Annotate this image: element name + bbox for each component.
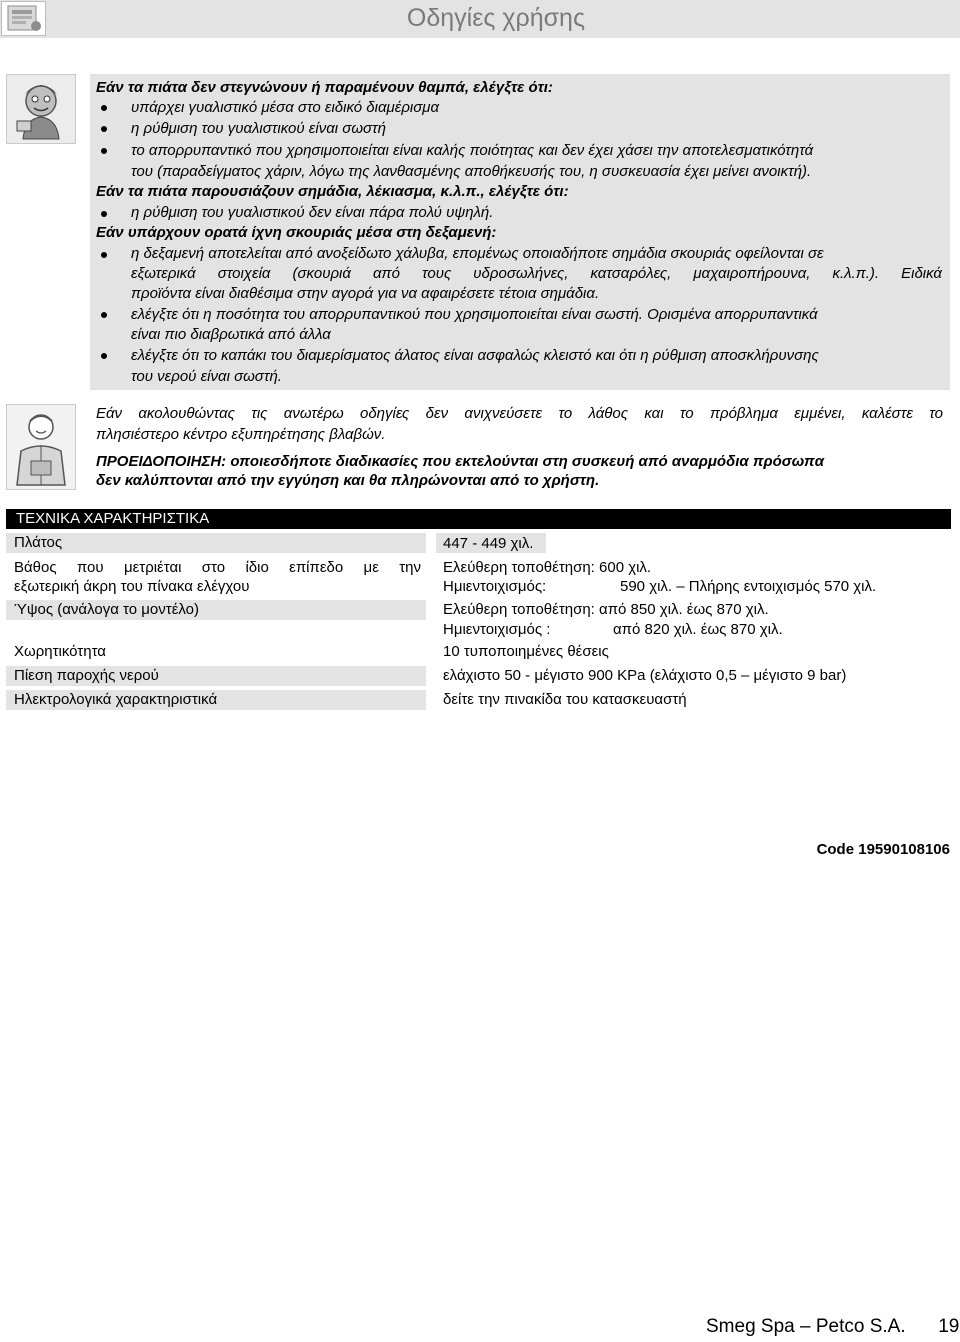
tip-detergent-quality-line1: το απορρυπαντικό που χρησιμοποιείται είναι καλής ποιότητας και δεν έχει χάσει την αποτελεσματικότητά — [131, 142, 814, 159]
service-text-line1: Εάν ακολουθώντας τις ανωτέρω οδηγίες δεν ανιχνεύσετε το λάθος και το πρόβλημα εμμένει, καλέστε το — [96, 405, 943, 422]
tip-stainless-steel-line1: η δεξαμενή αποτελείται από ανοξείδωτο χάλυβα, επομένως οποιαδήποτε σημάδια σκουριάς οφείλονται σε — [131, 245, 824, 262]
spec-height-value-line2b: από 820 χιλ. έως 870 χιλ. — [613, 621, 783, 638]
page-footer — [706, 1316, 959, 1338]
service-text-line2: πλησιέστερο κέντρο εξυπηρέτησης βλαβών. — [96, 426, 386, 443]
manual-logo-icon — [1, 1, 46, 36]
heading-dishes-not-dry: Εάν τα πιάτα δεν στεγνώνουν ή παραμένουν θαμπά, ελέγξτε ότι: — [96, 79, 553, 96]
product-code: Code 19590108106 — [816, 841, 950, 858]
page-title: Οδηγίες χρήσης — [406, 4, 585, 32]
warning-text-line2: δεν καλύπτονται από την εγγύηση και θα πληρώνονται από το χρήστη. — [96, 472, 600, 489]
spec-height-value-line1: Ελεύθερη τοποθέτηση: από 850 χιλ. έως 870 χιλ. — [443, 601, 769, 618]
bullet-icon — [101, 148, 107, 154]
spec-height-label: Ύψος (ανάλογα το μοντέλο) — [14, 601, 199, 618]
spec-depth-value-line1: Ελεύθερη τοποθέτηση: 600 χιλ. — [443, 559, 652, 576]
tip-detergent-amount-line1: ελέγξτε ότι η ποσότητα του απορρυπαντικού που χρησιμοποιείται είναι σωστή. Ορισμένα απορρυπαντικά — [131, 306, 818, 323]
footer-company: Smeg Spa – Petco S.A. — [706, 1316, 906, 1337]
spec-width-value: 447 - 449 χιλ. — [443, 535, 534, 552]
header-bar — [0, 0, 960, 38]
bullet-icon — [101, 105, 107, 111]
spec-depth-value-line2a: Ημιεντοιχισμός: — [443, 578, 547, 595]
spec-depth-label-line1: Βάθος που μετριέται στο ίδιο επίπεδο με την — [14, 559, 421, 576]
warning-text-line1: ΠΡΟΕΙΔΟΠΟΙΗΣΗ: οποιεσδήποτε διαδικασίες που εκτελούνται στη συσκευή από αναρμόδια πρόσωπα — [96, 453, 824, 470]
heading-dishes-marks: Εάν τα πιάτα παρουσιάζουν σημάδια, λέκιασμα, κ.λ.π., ελέγξτε ότι: — [96, 183, 569, 200]
tip-rinse-aid-present: υπάρχει γυαλιστικό μέσα στο ειδικό διαμέρισμα — [131, 99, 440, 116]
bullet-icon — [101, 211, 107, 217]
specs-header — [6, 509, 951, 529]
tip-salt-cap-line1: ελέγξτε ότι το καπάκι του διαμερίσματος άλατος είναι ασφαλώς κλειστό και ότι η ρύθμιση αποσκλήρυνσης — [131, 347, 819, 364]
spec-pressure-label: Πίεση παροχής νερού — [14, 667, 159, 684]
spec-depth-value-line2b: 590 χιλ. – Πλήρης εντοιχισμός 570 χιλ. — [620, 578, 877, 595]
spec-height-value-line2a: Ημιεντοιχισμός : — [443, 621, 551, 638]
tip-salt-cap-line2: του νερού είναι σωστή. — [131, 368, 282, 385]
bullet-icon — [101, 126, 107, 132]
spec-pressure-value: ελάχιστο 50 - μέγιστο 900 KPa (ελάχιστο 0,5 – μέγιστο 9 bar) — [443, 667, 847, 684]
specs-title: ΤΕΧΝΙΚΑ ΧΑΡΑΚΤΗΡΙΣΤΙΚΑ — [16, 510, 210, 527]
tip-stainless-steel-line3: προϊόντα είναι διαθέσιμα στην αγορά για να αφαιρέσετε τέτοια σημάδια. — [131, 285, 600, 302]
spec-electrical-value: δείτε την πινακίδα του κατασκευαστή — [443, 691, 687, 708]
bullet-icon — [101, 312, 107, 318]
bullet-icon — [101, 252, 107, 258]
tip-stainless-steel-line2: εξωτερικά στοιχεία (σκουριά από τους υδροσωλήνες, κατσαρόλες, μαχαιροπήρουνα, κ.λ.π.). Ειδικά — [131, 265, 942, 282]
spec-capacity-value: 10 τυποποιημένες θέσεις — [443, 643, 609, 660]
spec-electrical-label: Ηλεκτρολογικά χαρακτηριστικά — [14, 691, 218, 708]
tip-rinse-aid-setting: η ρύθμιση του γυαλιστικού είναι σωστή — [131, 120, 386, 137]
cartoon-chef-icon — [6, 74, 76, 144]
spec-depth-label-line2: εξωτερική άκρη του πίνακα ελέγχου — [14, 578, 250, 595]
heading-rust-traces: Εάν υπάρχουν ορατά ίχνη σκουριάς μέσα στη δεξαμενή: — [96, 224, 497, 241]
spec-capacity-label: Χωρητικότητα — [14, 643, 106, 660]
page-number: 19 — [938, 1316, 960, 1337]
technician-icon — [6, 404, 76, 490]
bullet-icon — [101, 353, 107, 359]
tip-detergent-amount-line2: είναι πιο διαβρωτικά από άλλα — [131, 326, 331, 343]
tip-rinse-aid-not-too-high: η ρύθμιση του γυαλιστικού δεν είναι πάρα πολύ υψηλή. — [131, 204, 494, 221]
spec-label-bg — [6, 533, 426, 553]
spec-width-label: Πλάτος — [14, 534, 63, 551]
tip-detergent-quality-line2: του (παραδείγματος χάριν, λόγω της λανθασμένης αποθήκευσής του, η συσκευασία έχει μείνει ανοικτή). — [131, 163, 812, 180]
